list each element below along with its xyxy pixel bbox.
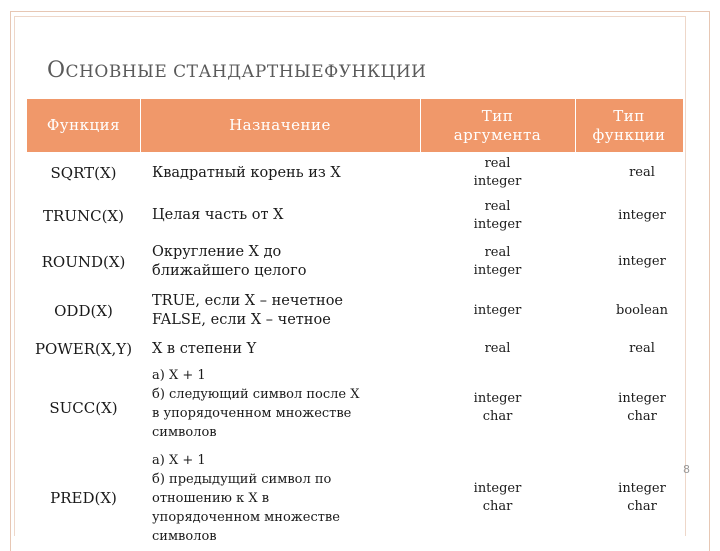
cell-arg-type [420, 237, 575, 287]
cell-purpose [152, 335, 417, 363]
arg-type-line: real [484, 156, 511, 171]
func-type-line: real [629, 341, 655, 356]
cell-function: ODD(X) [54, 302, 113, 320]
cell-purpose [152, 237, 417, 287]
cell-arg-type [420, 450, 575, 540]
func-type-line: integer [618, 207, 666, 223]
cell-func-type [575, 366, 709, 450]
table-row [27, 237, 683, 287]
header-func-type [575, 99, 683, 152]
header-arg-type-line2: аргумента [453, 125, 542, 144]
header-arg-type-line1: Тип [481, 106, 514, 125]
purpose-line: Квадратный корень из X [152, 164, 341, 181]
header-purpose: Назначение [229, 116, 331, 134]
cell-func-type [575, 152, 709, 194]
cell-func-type [575, 237, 709, 287]
purpose-line: TRUE, если X – нечетное [152, 293, 343, 309]
table-row [27, 194, 683, 237]
title-rest: СНОВНЫЕ СТАНДАРТНЫЕФУНКЦИИ [65, 62, 427, 82]
purpose-line: символов [152, 425, 217, 440]
arg-type-line: real [484, 198, 511, 214]
purpose-line: Целая часть от X [152, 207, 284, 223]
cell-func-type [575, 335, 709, 363]
cell-arg-type [420, 335, 575, 363]
header-func-type-line1: Тип [613, 106, 645, 125]
func-type-line: integer [618, 391, 666, 406]
header-separator [420, 99, 421, 152]
purpose-line: б) следующий символ после X [152, 387, 360, 402]
cell-function: TRUNC(X) [43, 206, 124, 225]
purpose-line: б) предыдущий символ по [152, 472, 332, 487]
cell-function: ROUND(X) [41, 253, 126, 271]
func-type-line: real [629, 165, 655, 180]
arg-type-line: real [484, 341, 511, 356]
header-separator [140, 99, 141, 152]
table-row [27, 335, 683, 363]
func-type-line: char [627, 409, 657, 424]
header-arg-type [420, 99, 575, 152]
purpose-line: FALSE, если X – четное [152, 312, 331, 328]
table-row [27, 152, 683, 194]
side-mark: 8 [683, 463, 690, 476]
purpose-line: ближайшего целого [152, 263, 307, 279]
cell-func-type [575, 194, 709, 237]
header-function: Функция [46, 116, 121, 134]
slide-title [47, 58, 427, 83]
cell-func-type [575, 450, 683, 540]
cell-purpose [152, 287, 417, 335]
cell-arg-type [420, 152, 575, 194]
cell-arg-type [420, 366, 575, 450]
cell-purpose [152, 450, 417, 540]
title-first-letter: О [47, 58, 66, 83]
table-row [27, 450, 683, 540]
table-header [27, 99, 683, 152]
arg-type-line: integer [473, 216, 522, 232]
cell-func-type [575, 287, 709, 335]
purpose-line: упорядоченном множестве [152, 510, 340, 525]
arg-type-line: char [482, 409, 513, 424]
cell-function: POWER(X,Y) [34, 340, 133, 358]
cell-arg-type [420, 194, 575, 237]
arg-type-line: integer [473, 174, 522, 189]
cell-purpose [152, 366, 417, 450]
purpose-line: в упорядоченном множестве [152, 406, 352, 421]
func-type-line: boolean [616, 303, 668, 318]
arg-type-line: integer [473, 263, 522, 278]
cell-function: SUCC(X) [49, 399, 118, 417]
cell-function: PRED(X) [50, 489, 117, 507]
func-type-line: char [627, 499, 657, 514]
cell-purpose [152, 152, 417, 194]
header-func-type-line2: функции [592, 125, 666, 144]
purpose-line: отношению к X в [152, 491, 270, 506]
arg-type-line: integer [473, 391, 522, 406]
cell-function: SQRT(X) [50, 164, 117, 182]
purpose-line: а) X + 1 [152, 453, 206, 468]
arg-type-line: real [484, 245, 511, 260]
arg-type-line: integer [473, 481, 522, 496]
table-row [27, 366, 683, 450]
header-separator [575, 99, 576, 152]
cell-purpose [152, 194, 417, 237]
arg-type-line: integer [473, 303, 522, 318]
table-row [27, 287, 683, 335]
purpose-line: символов [152, 529, 217, 540]
purpose-line: а) X + 1 [152, 368, 206, 383]
func-type-line: integer [618, 481, 666, 496]
arg-type-line: char [482, 499, 513, 514]
cell-arg-type [420, 287, 575, 335]
purpose-line: X в степени Y [152, 340, 257, 357]
purpose-line: Округление X до [152, 244, 282, 260]
func-type-line: integer [618, 254, 666, 269]
